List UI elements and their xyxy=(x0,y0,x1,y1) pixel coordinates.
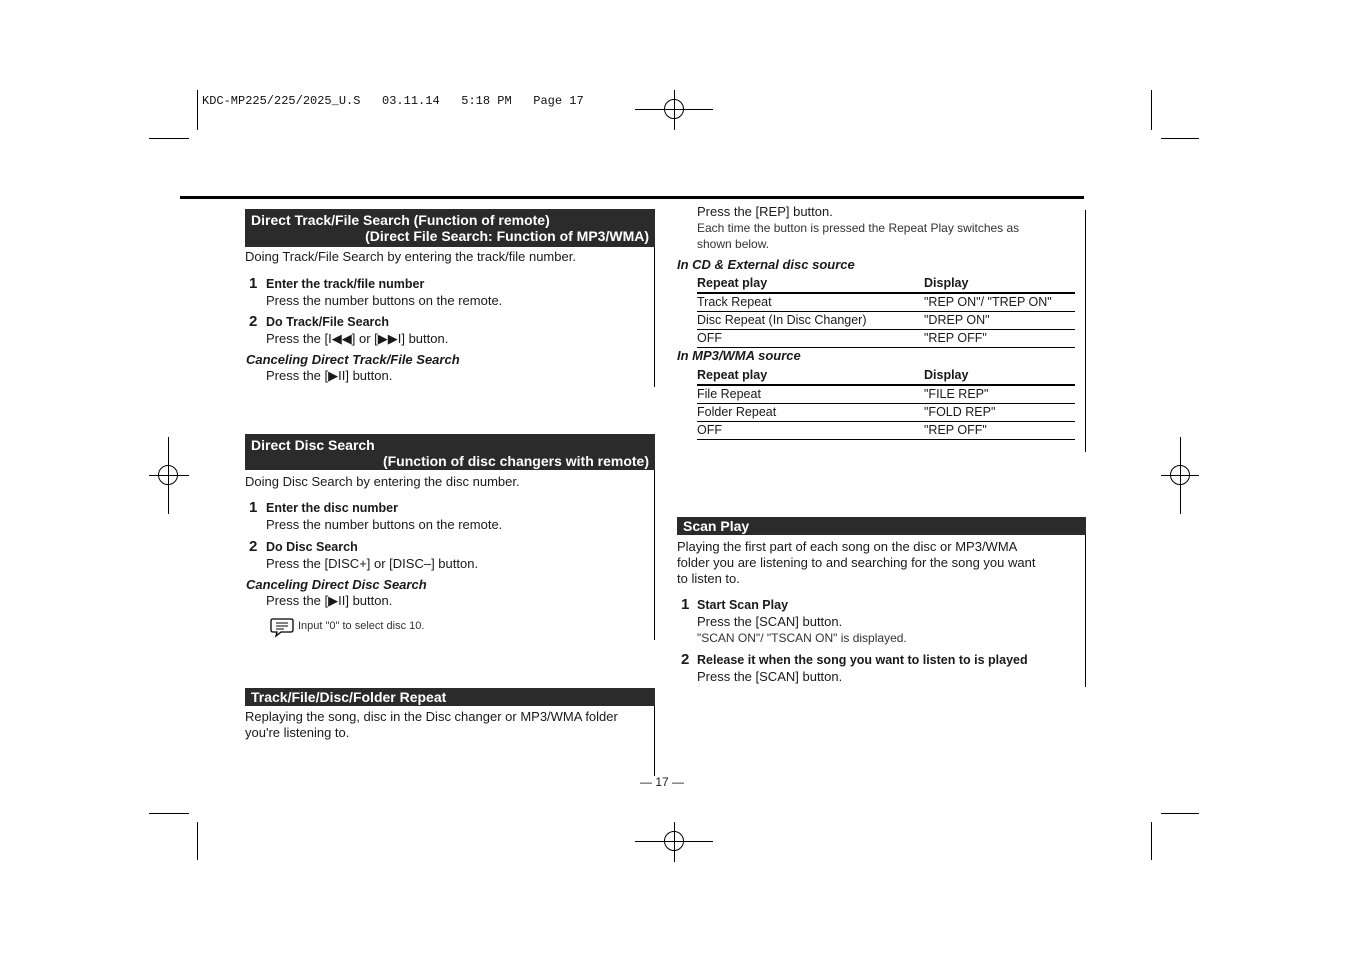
table-cell: "REP OFF" xyxy=(924,331,987,345)
left-column-rule-3 xyxy=(654,706,655,776)
left-column-rule-1 xyxy=(654,247,655,387)
section-intro: Doing Disc Search by entering the disc number. xyxy=(245,474,520,489)
step-title: Enter the disc number xyxy=(266,501,398,515)
step-number: 1 xyxy=(681,596,690,613)
section-intro-line1: Replaying the song, disc in the Disc changer or MP3/WMA folder xyxy=(245,709,618,724)
step-number: 1 xyxy=(249,499,258,516)
column-header-repeat-play: Repeat play xyxy=(697,276,768,290)
section-intro-line2: you're listening to. xyxy=(245,725,350,740)
column-header-display: Display xyxy=(924,368,969,382)
cancel-text: Press the [▶II] button. xyxy=(266,593,393,608)
column-header-repeat-play: Repeat play xyxy=(697,368,768,382)
note-icon xyxy=(270,616,294,638)
cd-repeat-table xyxy=(697,275,1075,348)
section-header-direct-disc-search xyxy=(245,434,655,470)
rep-explanation-line1: Each time the button is pressed the Repeat Play switches as xyxy=(697,221,1020,235)
rep-instruction: Press the [REP] button. xyxy=(697,204,833,219)
section-header-direct-track-search xyxy=(245,209,655,247)
note-text: Input "0" to select disc 10. xyxy=(298,620,425,632)
step-title: Do Track/File Search xyxy=(266,315,389,329)
table-cell: "REP OFF" xyxy=(924,423,987,437)
table-cell: OFF xyxy=(697,331,722,345)
table-row xyxy=(697,294,1075,312)
step-text: Press the [I◀◀] or [▶▶I] button. xyxy=(266,331,449,346)
section-title-line2: (Direct File Search: Function of MP3/WMA) xyxy=(365,228,649,244)
section-title: Scan Play xyxy=(683,518,750,534)
section-title: Track/File/Disc/Folder Repeat xyxy=(251,689,447,705)
step-title: Enter the track/file number xyxy=(266,277,425,291)
step-title: Release it when the song you want to listen to is played xyxy=(697,653,1028,667)
mp3-repeat-table xyxy=(697,367,1075,440)
step-title: Start Scan Play xyxy=(697,598,789,612)
step-text: Press the [SCAN] button. xyxy=(697,669,843,684)
scan-intro-line2: folder you are listening to and searching for the song you want xyxy=(677,555,1036,570)
step-text: Press the [SCAN] button. xyxy=(697,614,843,629)
step-number: 1 xyxy=(249,275,258,292)
section-header-repeat xyxy=(245,688,655,706)
cancel-title: Canceling Direct Track/File Search xyxy=(246,352,460,367)
page-number: — 17 — xyxy=(640,775,685,789)
section-title-line2: (Function of disc changers with remote) xyxy=(382,453,649,469)
step-subtext: "SCAN ON"/ "TSCAN ON" is displayed. xyxy=(697,631,907,645)
rep-explanation-line2: shown below. xyxy=(697,237,770,251)
step-text: Press the number buttons on the remote. xyxy=(266,517,503,532)
cancel-text: Press the [▶II] button. xyxy=(266,368,393,383)
table-row xyxy=(697,312,1075,330)
scan-intro-line3: to listen to. xyxy=(677,571,740,586)
step-text: Press the [DISC+] or [DISC–] button. xyxy=(266,556,479,571)
step-text: Press the number buttons on the remote. xyxy=(266,293,503,308)
scan-intro-line1: Playing the first part of each song on the disc or MP3/WMA xyxy=(677,539,1018,554)
table-header xyxy=(697,275,1075,294)
cancel-title: Canceling Direct Disc Search xyxy=(246,577,427,592)
table-row xyxy=(697,330,1075,348)
right-column-rule-2 xyxy=(1085,535,1086,687)
table-row xyxy=(697,422,1075,440)
section-title-line1: Direct Disc Search xyxy=(251,437,375,453)
table-header xyxy=(697,367,1075,386)
table-cell: File Repeat xyxy=(697,387,761,401)
cd-source-title: In CD & External disc source xyxy=(677,257,855,272)
table-cell: OFF xyxy=(697,423,722,437)
table-row xyxy=(697,404,1075,422)
right-column-rule-1 xyxy=(1085,210,1086,452)
section-title-line1: Direct Track/File Search (Function of remote) xyxy=(251,212,550,228)
step-number: 2 xyxy=(681,651,690,668)
print-slug: KDC-MP225/225/2025_U.S 03.11.14 5:18 PM Page 17 xyxy=(202,94,584,108)
table-cell: "DREP ON" xyxy=(924,313,990,327)
section-intro: Doing Track/File Search by entering the track/file number. xyxy=(245,249,576,264)
column-header-display: Display xyxy=(924,276,969,290)
table-cell: "FILE REP" xyxy=(924,387,989,401)
table-row xyxy=(697,386,1075,404)
left-column-rule-2 xyxy=(654,470,655,640)
table-cell: "REP ON"/ "TREP ON" xyxy=(924,295,1052,309)
table-cell: Disc Repeat (In Disc Changer) xyxy=(697,313,867,327)
mp3-source-title: In MP3/WMA source xyxy=(677,348,801,363)
step-title: Do Disc Search xyxy=(266,540,358,554)
top-rule xyxy=(180,196,1084,199)
table-cell: Track Repeat xyxy=(697,295,772,309)
step-number: 2 xyxy=(249,538,258,555)
section-header-scan-play xyxy=(677,517,1086,535)
table-cell: "FOLD REP" xyxy=(924,405,996,419)
table-cell: Folder Repeat xyxy=(697,405,777,419)
step-number: 2 xyxy=(249,313,258,330)
